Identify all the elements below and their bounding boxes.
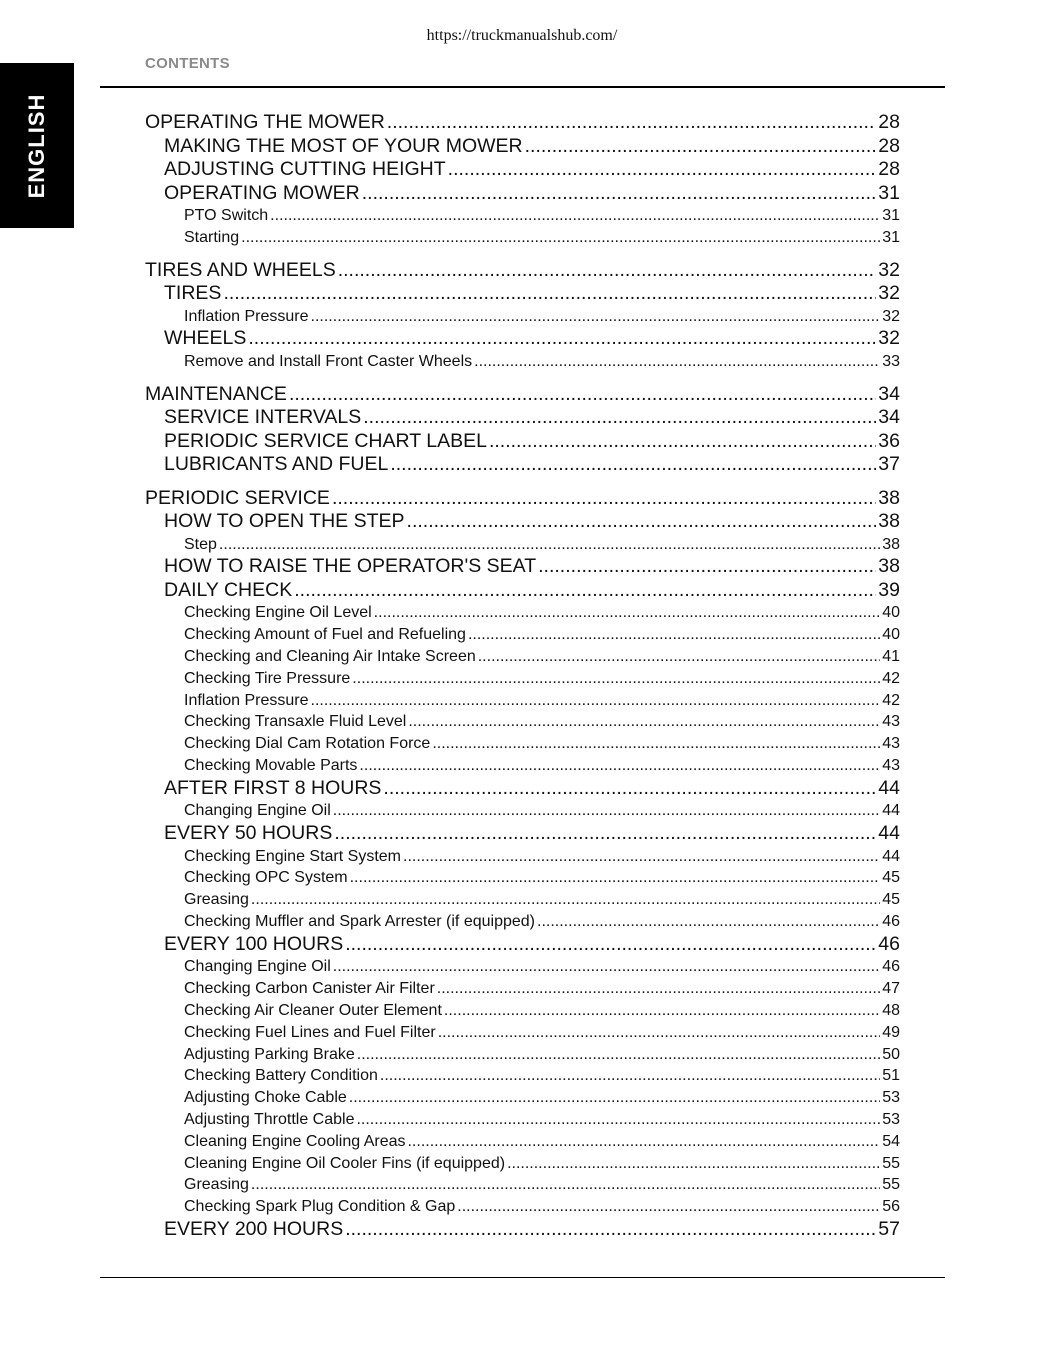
header-rule xyxy=(100,86,945,88)
toc-entry[interactable] xyxy=(145,534,900,556)
footer-rule xyxy=(100,1277,945,1278)
toc-entry[interactable] xyxy=(145,453,900,477)
toc-dot-leader xyxy=(408,711,880,733)
toc-dot-leader xyxy=(219,534,880,556)
toc-entry-title: Starting xyxy=(184,228,240,246)
toc-entry-page: 44 xyxy=(878,776,900,799)
toc-entry-page: 45 xyxy=(882,869,900,887)
toc-entry-page: 47 xyxy=(882,980,900,998)
toc-entry[interactable] xyxy=(145,1044,900,1066)
toc-entry-page: 32 xyxy=(878,258,900,281)
toc-entry-page: 40 xyxy=(882,626,900,644)
toc-entry-title: Checking Amount of Fuel and Refueling xyxy=(184,626,466,644)
toc-entry-title: OPERATING MOWER xyxy=(164,181,360,204)
toc-entry-page: 31 xyxy=(882,228,900,246)
toc-dot-leader xyxy=(294,579,876,603)
toc-dot-leader xyxy=(437,978,880,1000)
toc-entry[interactable] xyxy=(145,822,900,846)
toc-dot-leader xyxy=(362,182,877,206)
toc-entry-title: Checking Air Cleaner Outer Element xyxy=(184,1001,442,1019)
toc-entry-page: 39 xyxy=(878,578,900,601)
toc-entry-title: Checking Engine Start System xyxy=(184,847,401,865)
toc-entry-page: 44 xyxy=(882,847,900,865)
toc-entry-page: 41 xyxy=(882,648,900,666)
toc-entry-title: OPERATING THE MOWER xyxy=(145,111,385,133)
toc-entry-page: 34 xyxy=(878,382,900,405)
toc-entry[interactable] xyxy=(145,510,900,534)
toc-entry-title: TIRES xyxy=(164,282,222,305)
toc-entry-title: Step xyxy=(184,535,217,553)
toc-entry-page: 46 xyxy=(882,958,900,976)
toc-entry[interactable] xyxy=(145,624,900,646)
toc-entry[interactable] xyxy=(145,282,900,306)
toc-entry[interactable] xyxy=(145,668,900,690)
toc-entry[interactable] xyxy=(145,259,900,283)
toc-dot-leader xyxy=(478,646,880,668)
toc-entry-page: 28 xyxy=(878,158,900,180)
toc-entry-title: Inflation Pressure xyxy=(184,307,309,325)
toc-entry[interactable] xyxy=(145,430,900,454)
toc-entry-title: HOW TO OPEN THE STEP xyxy=(164,510,405,533)
toc-dot-leader xyxy=(350,867,881,889)
toc-entry[interactable] xyxy=(145,755,900,777)
toc-entry-page: 56 xyxy=(882,1198,900,1216)
toc-entry[interactable] xyxy=(145,978,900,1000)
toc-dot-leader xyxy=(374,602,881,624)
toc-entry-page: 45 xyxy=(882,891,900,909)
toc-entry-title: EVERY 100 HOURS xyxy=(164,932,344,955)
toc-entry[interactable] xyxy=(145,383,900,407)
toc-entry-page: 38 xyxy=(882,535,900,553)
toc-dot-leader xyxy=(363,406,876,430)
toc-entry-page: 31 xyxy=(882,207,900,224)
toc-entry[interactable] xyxy=(145,1065,900,1087)
toc-dot-leader xyxy=(311,306,881,328)
toc-entry-title: DAILY CHECK xyxy=(164,578,293,601)
toc-entry[interactable] xyxy=(145,555,900,579)
toc-dot-leader xyxy=(468,624,880,646)
toc-dot-leader xyxy=(457,1196,880,1218)
language-tab-label: ENGLISH xyxy=(24,93,49,198)
source-url: https://truckmanualshub.com/ xyxy=(426,27,618,44)
toc-dot-leader xyxy=(357,1044,880,1066)
toc-entry-title: MAINTENANCE xyxy=(145,382,287,405)
toc-entry-page: 50 xyxy=(882,1045,900,1063)
toc-dot-leader xyxy=(438,1022,881,1044)
toc-entry[interactable] xyxy=(145,306,900,328)
toc-entry-title: ADJUSTING CUTTING HEIGHT xyxy=(164,158,446,180)
toc-entry-title: Checking and Cleaning Air Intake Screen xyxy=(184,648,476,666)
toc-dot-leader xyxy=(474,351,880,373)
toc-dot-leader xyxy=(333,956,880,978)
toc-entry-title: HOW TO RAISE THE OPERATOR'S SEAT xyxy=(164,555,537,578)
toc-dot-leader xyxy=(311,690,881,712)
toc-entry[interactable] xyxy=(145,205,900,227)
toc-entry[interactable] xyxy=(145,911,900,933)
toc-entry[interactable] xyxy=(145,800,900,822)
toc-entry[interactable] xyxy=(145,351,900,373)
toc-dot-leader xyxy=(387,111,877,135)
toc-entry-page: 51 xyxy=(882,1067,900,1085)
toc-entry-title: PTO Switch xyxy=(184,207,269,224)
toc-entry[interactable] xyxy=(145,867,900,889)
toc-entry-page: 32 xyxy=(878,327,900,350)
toc-entry-title: Checking Dial Cam Rotation Force xyxy=(184,735,431,753)
toc-entry-page: 34 xyxy=(878,406,900,429)
toc-entry-title: EVERY 50 HOURS xyxy=(164,822,333,845)
toc-entry-page: 28 xyxy=(878,134,900,157)
toc-entry-title: Remove and Install Front Caster Wheels xyxy=(184,352,473,370)
toc-entry-page: 38 xyxy=(878,486,900,509)
toc-entry[interactable] xyxy=(145,1109,900,1131)
toc-dot-leader xyxy=(248,327,876,351)
toc-entry[interactable] xyxy=(145,1131,900,1153)
toc-entry-page: 38 xyxy=(878,510,900,533)
toc-dot-leader xyxy=(489,430,876,454)
toc-dot-leader xyxy=(444,1000,880,1022)
toc-entry-title: Checking Fuel Lines and Fuel Filter xyxy=(184,1023,436,1041)
toc-entry-page: 48 xyxy=(882,1001,900,1019)
toc-entry[interactable] xyxy=(145,690,900,712)
toc-entry[interactable] xyxy=(145,227,900,249)
toc-entry[interactable] xyxy=(145,158,900,182)
toc-dot-leader xyxy=(332,487,876,511)
toc-dot-leader xyxy=(538,555,876,579)
toc-entry[interactable] xyxy=(145,135,900,159)
toc-entry-title: Greasing xyxy=(184,1176,249,1194)
toc-dot-leader xyxy=(349,1087,880,1109)
toc-entry-title: Changing Engine Oil xyxy=(184,802,331,820)
toc-entry[interactable] xyxy=(145,406,900,430)
toc-entry-title: PERIODIC SERVICE CHART LABEL xyxy=(164,429,487,452)
toc-entry-title: Cleaning Engine Oil Cooler Fins (if equipped) xyxy=(184,1154,506,1172)
toc-dot-leader xyxy=(537,911,880,933)
toc-entry-title: Checking Battery Condition xyxy=(184,1067,378,1085)
toc-entry-page: 46 xyxy=(878,932,900,955)
toc-dot-leader xyxy=(338,259,877,283)
toc-entry-page: 44 xyxy=(882,802,900,820)
toc-dot-leader xyxy=(448,158,877,182)
toc-entry-title: EVERY 200 HOURS xyxy=(164,1217,344,1240)
toc-entry[interactable] xyxy=(145,1196,900,1218)
toc-dot-leader xyxy=(407,510,877,534)
toc-dot-leader xyxy=(380,1065,880,1087)
toc-entry[interactable] xyxy=(145,956,900,978)
toc-entry-title: AFTER FIRST 8 HOURS xyxy=(164,776,382,799)
toc-entry-page: 38 xyxy=(878,555,900,578)
toc-entry[interactable] xyxy=(145,889,900,911)
toc-entry-page: 43 xyxy=(882,757,900,775)
toc-entry-title: Changing Engine Oil xyxy=(184,958,331,976)
toc-entry[interactable] xyxy=(145,579,900,603)
toc-entry-page: 31 xyxy=(878,181,900,204)
toc-entry-title: PERIODIC SERVICE xyxy=(145,486,330,509)
toc-entry-title: Adjusting Choke Cable xyxy=(184,1089,347,1107)
toc-entry-title: TIRES AND WHEELS xyxy=(145,258,336,281)
toc-entry-page: 44 xyxy=(878,822,900,845)
toc-entry[interactable] xyxy=(145,777,900,801)
toc-entry[interactable] xyxy=(145,327,900,351)
toc-entry-title: Checking Spark Plug Condition & Gap xyxy=(184,1198,456,1216)
toc-entry[interactable] xyxy=(145,1153,900,1175)
section-label: CONTENTS xyxy=(145,55,230,72)
toc-entry-page: 37 xyxy=(878,453,900,476)
toc-dot-leader xyxy=(334,822,876,846)
toc-entry-title: LUBRICANTS AND FUEL xyxy=(164,453,389,476)
toc-entry-title: Adjusting Throttle Cable xyxy=(184,1110,355,1128)
toc-entry-page: 42 xyxy=(882,669,900,687)
toc-entry-title: Checking Tire Pressure xyxy=(184,669,351,687)
toc-entry-page: 57 xyxy=(878,1217,900,1240)
toc-dot-leader xyxy=(352,668,880,690)
toc-dot-leader xyxy=(270,205,880,227)
toc-dot-leader xyxy=(359,755,880,777)
toc-entry-page: 40 xyxy=(882,604,900,622)
toc-entry-title: Checking Engine Oil Level xyxy=(184,604,372,622)
toc-dot-leader xyxy=(390,453,876,477)
toc-entry-title: SERVICE INTERVALS xyxy=(164,406,362,429)
toc-dot-leader xyxy=(407,1131,880,1153)
toc-dot-leader xyxy=(432,733,880,755)
toc-dot-leader xyxy=(333,800,880,822)
toc-dot-leader xyxy=(403,846,880,868)
toc-entry-title: Cleaning Engine Cooling Areas xyxy=(184,1132,406,1150)
toc-entry[interactable] xyxy=(145,487,900,511)
toc-dot-leader xyxy=(345,933,876,957)
toc-entry-title: Checking Muffler and Spark Arrester (if equipped) xyxy=(184,913,535,931)
toc-entry[interactable] xyxy=(145,1174,900,1196)
toc-entry[interactable] xyxy=(145,1022,900,1044)
toc-entry-page: 42 xyxy=(882,691,900,709)
toc-entry[interactable] xyxy=(145,111,900,135)
toc-dot-leader xyxy=(507,1153,880,1175)
toc-entry[interactable] xyxy=(145,646,900,668)
toc-entry-page: 32 xyxy=(882,307,900,325)
toc-entry[interactable] xyxy=(145,846,900,868)
toc-entry-page: 49 xyxy=(882,1023,900,1041)
toc-entry-title: Checking Transaxle Fluid Level xyxy=(184,713,407,731)
toc-dot-leader xyxy=(251,1174,880,1196)
toc-entry-page: 43 xyxy=(882,713,900,731)
toc-dot-leader xyxy=(345,1218,876,1242)
toc-entry-page: 28 xyxy=(878,111,900,133)
toc-entry[interactable] xyxy=(145,711,900,733)
toc-entry-title: Checking OPC System xyxy=(184,869,348,887)
toc-entry[interactable] xyxy=(145,733,900,755)
toc-entry-page: 55 xyxy=(882,1176,900,1194)
toc-entry[interactable] xyxy=(145,182,900,206)
toc-entry-title: MAKING THE MOST OF YOUR MOWER xyxy=(164,134,523,157)
toc-entry-title: Checking Carbon Canister Air Filter xyxy=(184,980,435,998)
toc-entry[interactable] xyxy=(145,1087,900,1109)
toc-entry[interactable] xyxy=(145,1218,900,1242)
toc-entry[interactable] xyxy=(145,602,900,624)
toc-dot-leader xyxy=(241,227,880,249)
toc-entry-page: 43 xyxy=(882,735,900,753)
toc-entry-title: Checking Movable Parts xyxy=(184,757,358,775)
language-tab xyxy=(0,63,74,228)
toc-entry-title: Adjusting Parking Brake xyxy=(184,1045,355,1063)
toc-entry-page: 55 xyxy=(882,1154,900,1172)
toc-entry-page: 32 xyxy=(878,282,900,305)
toc-entry[interactable] xyxy=(145,933,900,957)
toc-dot-leader xyxy=(383,777,876,801)
toc-dot-leader xyxy=(251,889,880,911)
toc-entry-page: 53 xyxy=(882,1110,900,1128)
toc-entry[interactable] xyxy=(145,1000,900,1022)
table-of-contents xyxy=(145,111,900,1241)
toc-entry-page: 33 xyxy=(882,352,900,370)
toc-entry-title: Greasing xyxy=(184,891,249,909)
toc-entry-title: WHEELS xyxy=(164,327,247,350)
toc-entry-page: 53 xyxy=(882,1089,900,1107)
toc-dot-leader xyxy=(525,135,877,159)
toc-dot-leader xyxy=(356,1109,880,1131)
toc-entry-page: 54 xyxy=(882,1132,900,1150)
toc-entry-page: 46 xyxy=(882,913,900,931)
toc-entry-page: 36 xyxy=(878,429,900,452)
toc-entry-title: Inflation Pressure xyxy=(184,691,309,709)
toc-dot-leader xyxy=(289,383,876,407)
toc-dot-leader xyxy=(223,282,876,306)
